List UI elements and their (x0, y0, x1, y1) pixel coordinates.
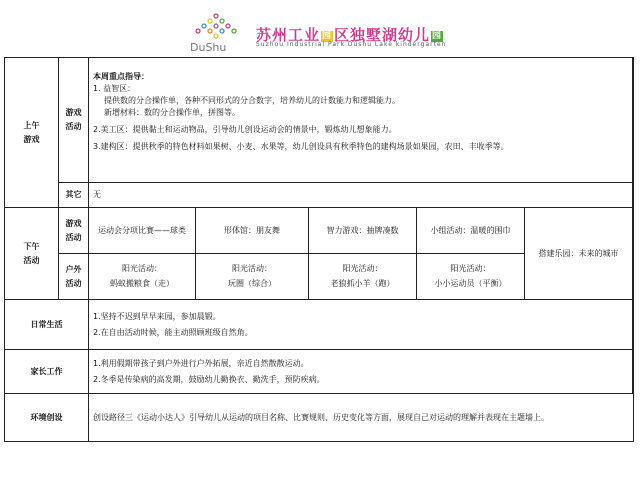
afternoon-outdoor-item: 阳光活动： 老狼抓小羊（跑） (309, 254, 417, 300)
guide-line: 2.美工区：提供黏土和运动物品，引导幼儿创设运动会的情景中，锻炼幼儿想象能力。 (93, 125, 397, 134)
afternoon-outdoor-item: 阳光活动： 小小运动员（平衡） (417, 254, 525, 300)
parents-work-content (89, 350, 633, 394)
parents-work-label: 家长工作 (5, 350, 89, 394)
kindergarten-header (0, 0, 640, 56)
afternoon-outdoor-item: 阳光活动： 蚂蚁搬粮食（走） (89, 254, 196, 300)
afternoon-outdoor-label: 户外 活动 (59, 254, 89, 300)
guide-heading: 本周重点指导： (93, 72, 149, 81)
daily-life-label: 日常生活 (5, 300, 89, 350)
afternoon-outdoor-item: 阳光活动： 玩圈（综合） (196, 254, 309, 300)
weekly-plan-table (4, 57, 634, 442)
environment-label: 环境创设 (5, 394, 89, 441)
daily-life-content (89, 300, 633, 350)
guide-line: 3.建构区：提供秋季的特色材料如果树、小麦、水果等，幼儿创设具有秋季特色的建构场景如果园，农田、丰收季等。 (93, 142, 509, 151)
daily-line: 2.在自由活动时候，能主动照顾班级自然角。 (93, 327, 253, 337)
parents-line: 2.冬季是传染病的高发期，鼓励幼儿勤换衣、勤洗手，预防疾病。 (93, 374, 325, 384)
parents-line: 1.利用假期带孩子到户外进行户外拓展，亲近自然散散运动。 (93, 358, 309, 368)
afternoon-game-item: 智力游戏：抽牌凑数 (309, 208, 417, 254)
daily-line: 1.坚持不迟到早早来园，参加晨锻。 (93, 311, 221, 321)
afternoon-game-item: 运动会分项比赛——球类 (89, 208, 196, 254)
afternoon-game-item: 小组活动：温暖的围巾 (417, 208, 525, 254)
guide-line: 新增材料：数的分合操作单，拼图等。 (104, 108, 240, 117)
afternoon-game-item: 形体馆：朋友舞 (196, 208, 309, 254)
environment-content: 创设路径三《运动小达人》引导幼儿从运动的项目名称、比赛规则、历史变化等方面，展现自己对运动的理解并表现在主题墙上。 (93, 412, 549, 422)
svg-text:DuShu: DuShu (190, 41, 227, 54)
kindergarten-name: 苏州工业 园 区独墅湖幼儿 园 (256, 26, 443, 44)
morning-other-label: 其它 (59, 183, 89, 208)
guide-line: 1. 益智区： (93, 84, 136, 93)
kindergarten-name-en: Suzhou Industrial Park Dushu Lake kindergarten (256, 41, 447, 48)
morning-game-label: 游戏 活动 (59, 58, 89, 183)
afternoon-building-activity: 搭建乐园：未来的城市 (525, 208, 633, 300)
morning-section-label: 上午 游戏 (5, 58, 59, 208)
afternoon-section-label: 下午 活动 (5, 208, 59, 300)
guide-line: 提供数的分合操作单，各种不同形式的分合数字，培养幼儿的计数能力和逻辑能力。 (104, 96, 400, 105)
morning-other-value: 无 (89, 183, 633, 208)
afternoon-game-label: 游戏 活动 (59, 208, 89, 254)
morning-guide-content (89, 58, 633, 183)
kindergarten-logo-icon (188, 12, 248, 54)
